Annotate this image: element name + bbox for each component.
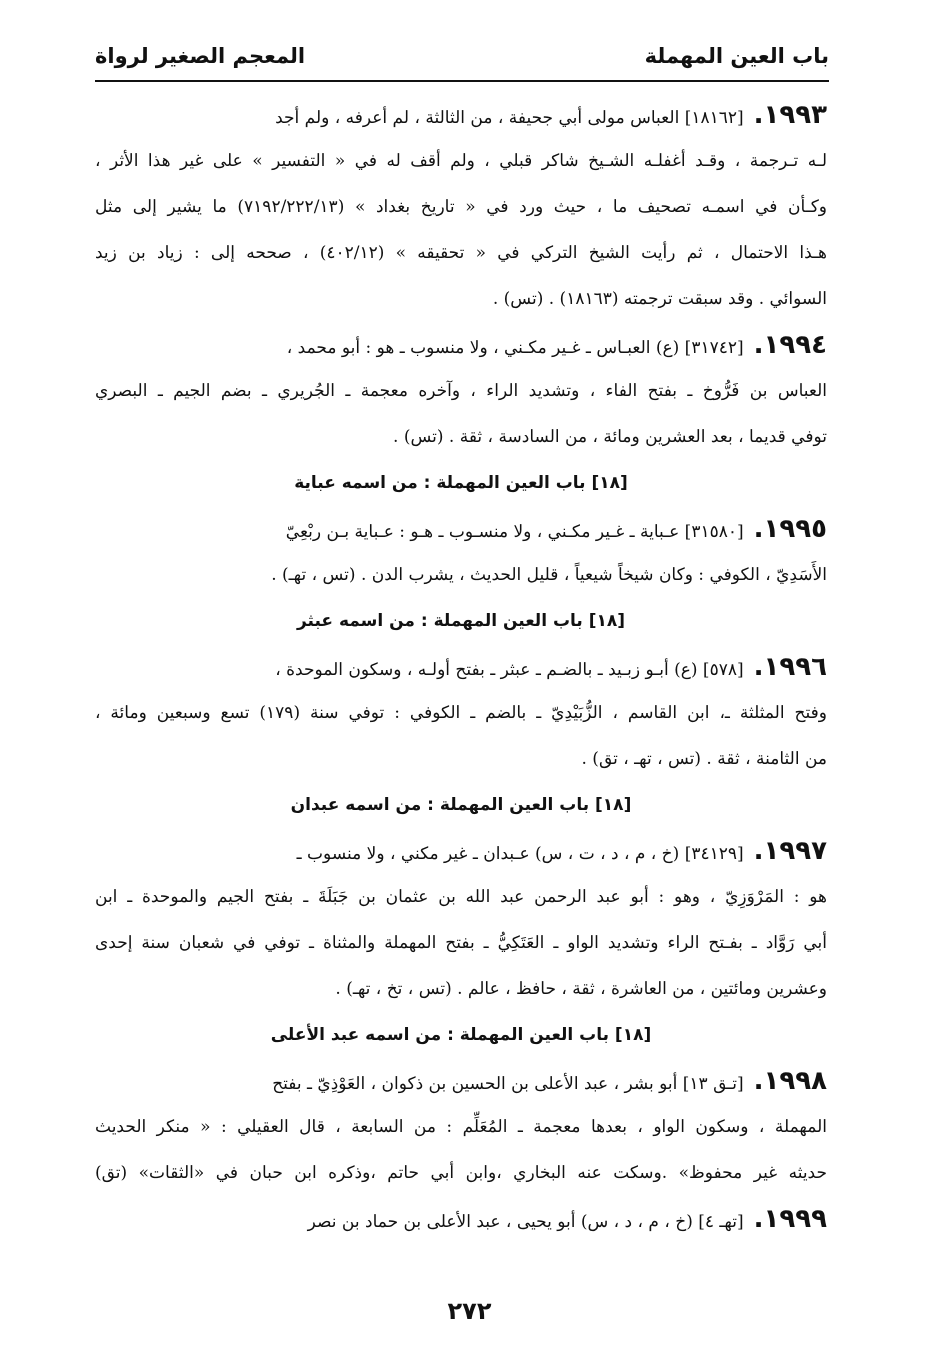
entry-line: وعشرين ومائتين ، من العاشرة ، ثقة ، حافظ ، عالم . (تس ، تخ ، تهـ) .	[335, 979, 827, 999]
entry-text: [٣١٥٨٠] عـباية ـ غـير مكـني ، ولا منسـوب ـ هـو : عـباية بـن ربْعِيّ	[285, 522, 744, 542]
entry-number: ١٩٩٨.	[753, 1066, 827, 1096]
page-number: ٢٧٢	[447, 1297, 492, 1325]
entry-text: [٣١٧٤٢] (ع) العبـاس ـ غـير مكـني ، ولا منسوب ـ هو : أبو محمد ،	[286, 338, 744, 358]
entry-number: ١٩٩٤.	[753, 330, 827, 360]
entry-number: ١٩٩٦.	[753, 652, 827, 682]
entry-line: وفتح المثلثة ـ، ابن القاسم ، الزُّبَيْدِيّ ـ بالضم ـ الكوفي : توفي سنة (١٧٩) تسع وسبعين ومائة ،	[95, 703, 827, 723]
entry-text: [١٨١٦٢] العباس مولى أبي جحيفة ، من الثالثة ، لم أعرفه ، ولم أجد	[275, 108, 744, 128]
entry-line: توفي قديما ، بعد العشرين ومائة ، من السادسة ، ثقة . (تس) .	[393, 427, 827, 447]
entry-text: [٥٧٨] (ع) أبـو زبـيد ـ بالضـم ـ عبثر ـ بفتح أولـه ، وسكون الموحدة ،	[275, 660, 744, 680]
entry-text: [تـق ١٣] أبو بشر ، عبد الأعلى بن الحسين بن ذكوان ، العَوْذِيّ ـ بفتح	[272, 1074, 744, 1094]
entry-first-line	[95, 92, 827, 138]
entry-line: وكـأن في اسمـه تصحيف ما ، حيث ورد في « تاريخ بغداد » (٧١٩٢/٢٢٢/١٣) ما يشير إلى مثل	[95, 197, 828, 217]
entry-line: هـذا الاحتمال ، ثم رأيت الشيخ التركي في « تحقيقه » (٤٠٢/١٢) ، صححه إلى : زياد بن زيد	[95, 243, 827, 263]
book-title: المعجم الصغير لرواة	[95, 44, 306, 68]
section-heading: [١٨] باب العين المهملة : من اسمه عباية	[294, 473, 628, 493]
entry-text: [تهـ ٤] (خ ، م ، د ، س) أبو يحيى ، عبد الأعلى بن حماد بن نصر	[307, 1212, 744, 1232]
entry-first-line	[95, 1196, 827, 1242]
entry-line: لـه تـرجمة ، وقـد أغفلـه الشـيخ شاكر قبلي ، ولم أقف له في « التفسير » على غير هذا الأثر ،	[95, 151, 827, 171]
entry-line: المهملة ، وسكون الواو ، بعدها معجمة ـ المُعَلِّم : من السابعة ، قال العقيلي : « منكر الحديث	[95, 1117, 827, 1137]
entry-first-line	[95, 828, 827, 874]
entry-line: من الثامنة ، ثقة . (تس ، تهـ ، تق) .	[581, 749, 827, 769]
entry-line: السوائي . وقد سبقت ترجمته (١٨١٦٣) . (تس) .	[492, 289, 827, 309]
entry-first-line	[95, 1058, 827, 1104]
chapter-title: باب العين المهملة	[644, 44, 829, 68]
entry-number: ١٩٩٣.	[753, 100, 827, 130]
entry-first-line	[95, 506, 827, 552]
entry-line: العباس بن فَرُّوخ ـ بفتح الفاء ، وتشديد الراء ، وآخره معجمة ـ الجُريري ـ بضم الجيم ـ البصري	[95, 381, 827, 401]
entry-first-line	[95, 322, 827, 368]
entry-line: الأَسَدِيّ ، الكوفي : وكان شيخاً شيعياً ، قليل الحديث ، يشرب الدن . (تس ، تهـ) .	[271, 565, 827, 585]
running-header	[95, 40, 829, 82]
entry-number: ١٩٩٩.	[753, 1204, 827, 1234]
entry-number: ١٩٩٧.	[753, 836, 827, 866]
entry-text: [٣٤١٢٩] (خ ، م ، د ، ت ، س) عـبدان ـ غير مكني ، ولا منسوب ـ	[296, 844, 744, 864]
section-heading: [١٨] باب العين المهملة : من اسمه عبدان	[290, 795, 632, 815]
section-heading: [١٨] باب العين المهملة : من اسمه عبد الأعلى	[270, 1025, 652, 1045]
entry-first-line	[95, 644, 827, 690]
entry-line: أبي رَوَّاد ـ بفـتح الراء وتشديد الواو ـ العَتَكِيُّ ـ بفتح المهملة والمثناة ـ توفي في شعبان سنة إحدى	[95, 933, 827, 953]
entry-number: ١٩٩٥.	[753, 514, 827, 544]
page-body	[95, 92, 827, 1242]
entry-line: حديثه غير محفوظ» .وسكت عنه البخاري ،وابن أبي حاتم ،وذكره ابن حبان في «الثقات» (تق)	[95, 1163, 827, 1183]
section-heading: [١٨] باب العين المهملة : من اسمه عبثر	[296, 611, 626, 631]
entry-line: هو : المَرْوَزِيّ ، وهو : أبو عبد الرحمن عبد الله بن عثمان بن جَبَلَةَ ـ بفتح الجيم والموحدة ـ ابن	[95, 887, 827, 907]
